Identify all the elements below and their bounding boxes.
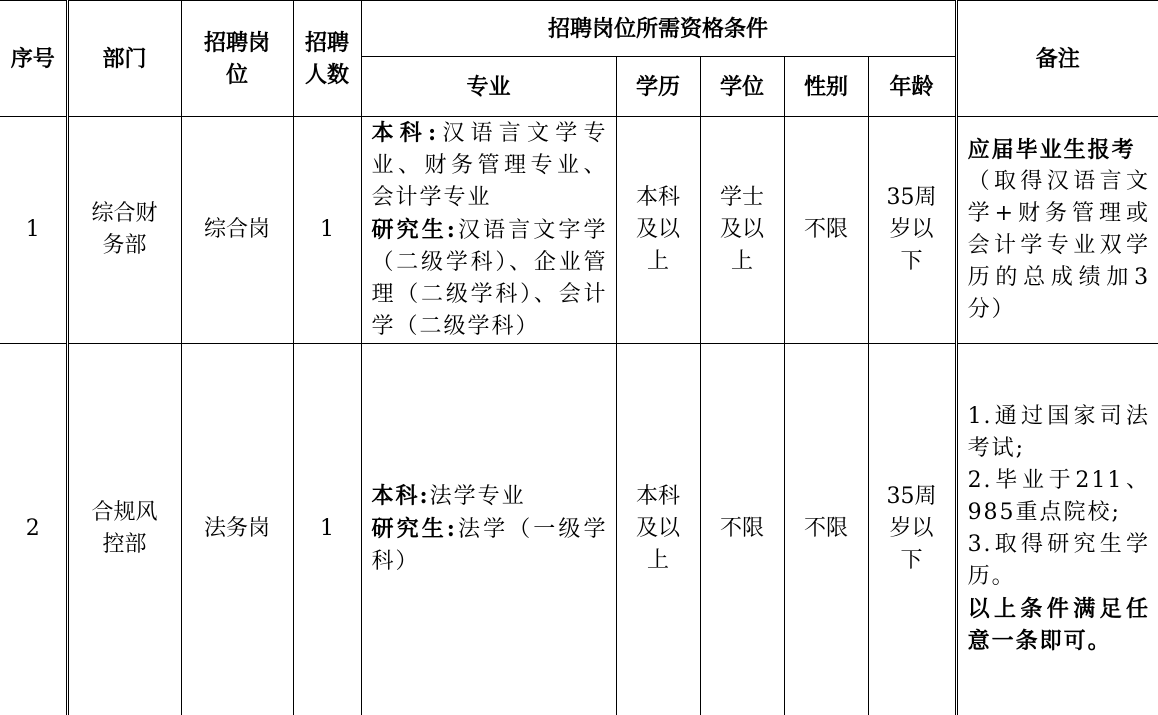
row-dept: 合规风控部 — [67, 344, 181, 715]
remarks-item: 3.取得研究生学历。 — [967, 532, 1151, 590]
row-position: 综合岗 — [181, 117, 293, 344]
header-dept: 部门 — [67, 1, 181, 117]
row-remarks — [956, 344, 1158, 715]
remarks-item: 2.毕业于211、985重点院校; — [967, 468, 1151, 526]
header-gender: 性别 — [784, 57, 868, 117]
row-gender: 不限 — [784, 344, 868, 715]
table-row — [0, 117, 1158, 344]
major-grad-label: 研究生: — [371, 217, 457, 243]
remarks-bold: 以上条件满足任意一条即可。 — [967, 596, 1151, 655]
row-seq: 2 — [0, 344, 67, 715]
remarks-item: 1.通过国家司法考试; — [967, 404, 1151, 462]
row-count: 1 — [293, 344, 361, 715]
remarks-bold: 应届毕业生报考 — [967, 137, 1136, 163]
header-seq: 序号 — [0, 1, 67, 117]
row-degree: 不限 — [700, 344, 784, 715]
row-education: 本科及以上 — [616, 117, 700, 344]
header-major: 专业 — [361, 57, 616, 117]
row-degree: 学士及以上 — [700, 117, 784, 344]
header-requirements: 招聘岗位所需资格条件 — [361, 1, 956, 57]
major-grad-label: 研究生: — [371, 516, 457, 543]
major-grad-text: 汉语言文字学（二级学科）、企业管理（二级学科）、会计学（二级学科） — [371, 218, 608, 339]
row-age: 35周岁以下 — [868, 344, 956, 715]
major-undergrad-text: 汉语言文学专业、财务管理专业、会计学专业 — [371, 121, 608, 210]
header-row-1 — [0, 1, 1158, 57]
header-position: 招聘岗位 — [181, 1, 293, 117]
row-seq: 1 — [0, 117, 67, 344]
row-age: 35周岁以下 — [868, 117, 956, 344]
row-education: 本科及以上 — [616, 344, 700, 715]
major-grad-text: 法学（一级学科） — [371, 517, 608, 575]
header-age: 年龄 — [868, 57, 956, 117]
row-count: 1 — [293, 117, 361, 344]
row-major — [361, 344, 616, 715]
row-major — [361, 117, 616, 344]
row-remarks — [956, 117, 1158, 344]
header-degree: 学位 — [700, 57, 784, 117]
major-undergrad-label: 本科: — [371, 120, 439, 146]
row-gender: 不限 — [784, 117, 868, 344]
row-position: 法务岗 — [181, 344, 293, 715]
header-education: 学历 — [616, 57, 700, 117]
table-row — [0, 344, 1158, 715]
major-undergrad-label: 本科: — [371, 483, 430, 510]
major-undergrad-text: 法学专业 — [429, 484, 526, 510]
row-dept: 综合财务部 — [67, 117, 181, 344]
header-remarks: 备注 — [956, 1, 1158, 117]
remarks-text: （取得汉语言文学+财务管理或会计学专业双学历的总成绩加3分） — [967, 169, 1151, 322]
header-count: 招聘人数 — [293, 1, 361, 117]
